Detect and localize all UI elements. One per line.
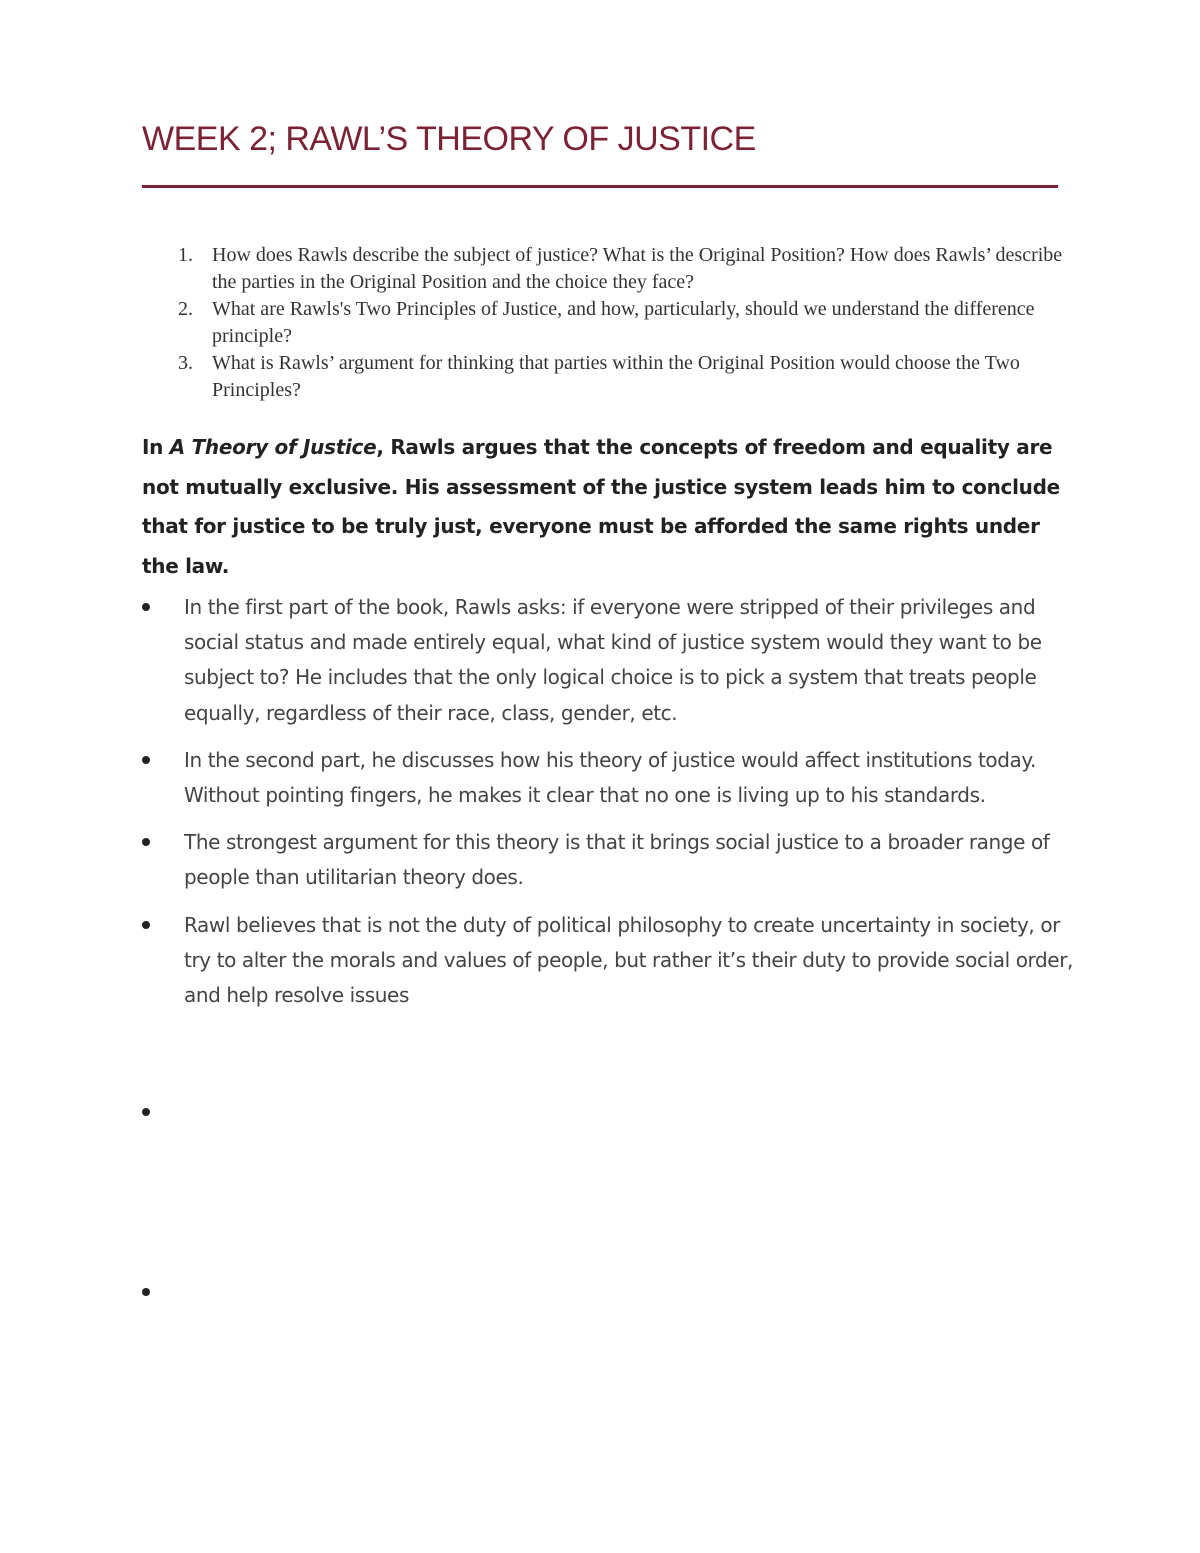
question-text: How does Rawls describe the subject of justice? What is the Original Position? How does Rawls’ describe the parties in the Original Position and the choice they face? — [212, 244, 1063, 293]
bullet-text: In the first part of the book, Rawls asks: if everyone were stripped of their privileges and social status and made entirely equal, what kind of justice system would they want to be subject to? He includes that the only logical choice is to pick a system that treats people equally, regardless of their race, class, gender, etc. — [184, 595, 1042, 725]
bullet-text: The strongest argument for this theory is that it brings social justice to a broader range of people than utilitarian theory does. — [184, 830, 1050, 890]
question-number: 2. — [178, 298, 193, 320]
title-divider — [142, 185, 1058, 188]
book-title: A Theory of Justice — [169, 435, 377, 459]
bullet-dot — [142, 921, 150, 929]
question-item — [142, 350, 1067, 404]
question-item — [142, 242, 1067, 296]
question-list — [142, 242, 1067, 404]
intro-prefix: In — [142, 435, 170, 459]
bullet-item — [142, 590, 1082, 731]
empty-bullet-dot — [142, 1108, 150, 1116]
page-title: WEEK 2; RAWL’S THEORY OF JUSTICE — [142, 120, 756, 158]
bullet-dot — [142, 756, 150, 764]
bullet-list — [142, 590, 1082, 1025]
bullet-dot — [142, 603, 150, 611]
bullet-item — [142, 908, 1082, 1014]
bullet-item — [142, 825, 1082, 895]
empty-bullet-dot — [142, 1288, 150, 1296]
question-text: What are Rawls's Two Principles of Justice, and how, particularly, should we understand the difference principle? — [212, 298, 1035, 347]
bullet-text: In the second part, he discusses how his theory of justice would affect institutions today. Without pointing fingers, he makes it clear that no one is living up to his standards. — [184, 747, 1036, 808]
bullet-dot — [142, 838, 150, 846]
question-number: 1. — [178, 244, 193, 266]
question-text: What is Rawls’ argument for thinking that parties within the Original Position would choose the Two Principles? — [212, 352, 1020, 401]
intro-paragraph — [142, 428, 1072, 586]
bullet-item — [142, 743, 1082, 813]
question-item — [142, 296, 1067, 350]
intro-text: , Rawls argues that the concepts of freedom and equality are not mutually exclusive. His assessment of the justice system leads him to conclude that for justice to be truly just, everyone must be afforded the same rights under the law. — [142, 435, 1060, 578]
bullet-text: Rawl believes that is not the duty of political philosophy to create uncertainty in society, or try to alter the morals and values of people, but rather it’s their duty to provide social order, and help resolve issues — [184, 912, 1073, 1008]
question-number: 3. — [178, 352, 193, 374]
